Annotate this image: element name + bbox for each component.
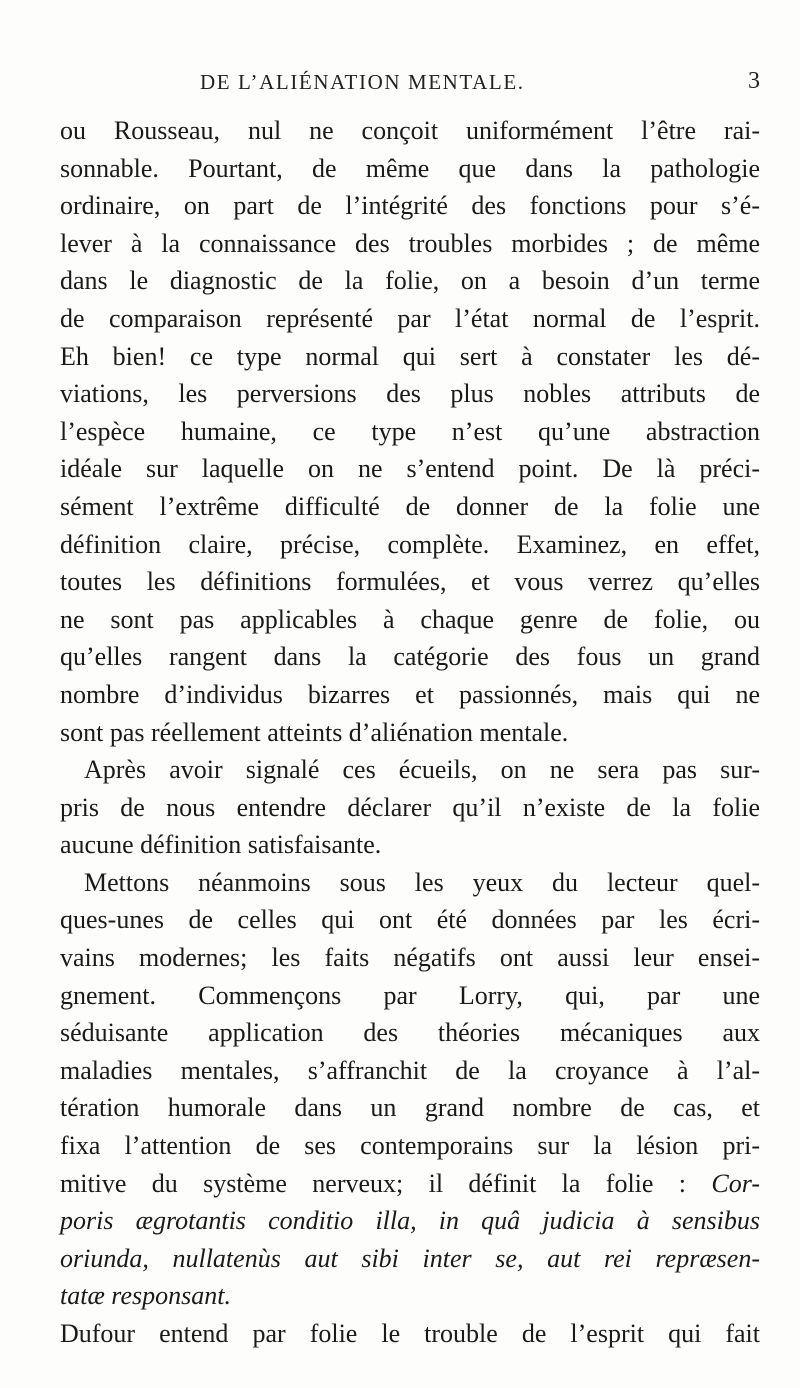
- text-line: l’espèce humaine, ce type n’est qu’une abstraction: [60, 416, 760, 446]
- text-line: sonnable. Pourtant, de même que dans la pathologie: [60, 153, 760, 183]
- text-line-mixed: [60, 1165, 760, 1203]
- text-line: séduisante application des théories mécaniques aux: [60, 1018, 760, 1048]
- text-line: toutes les définitions formulées, et vous verrez qu’elles: [60, 567, 760, 597]
- text-line: lever à la connaissance des troubles morbides ; de même: [60, 228, 760, 258]
- text-line-italic: oriunda, nullatenùs aut sibi inter se, aut rei repræsen-: [60, 1243, 760, 1273]
- text-line: Mettons néanmoins sous les yeux du lecteur quel-: [84, 867, 760, 897]
- page-number: 3: [748, 68, 760, 94]
- text-line: idéale sur laquelle on ne s’entend point. De là préci-: [60, 454, 760, 484]
- text-line: vains modernes; les faits négatifs ont aussi leur ensei-: [60, 943, 760, 973]
- text-line: tération humorale dans un grand nombre de cas, et: [60, 1093, 760, 1123]
- text-line: maladies mentales, s’affranchit de la croyance à l’al-: [60, 1055, 760, 1085]
- text-line: ou Rousseau, nul ne conçoit uniformément l’être rai-: [60, 116, 760, 145]
- text-line: sément l’extrême difficulté de donner de la folie une: [60, 491, 760, 521]
- text-line: nombre d’individus bizarres et passionnés, mais qui ne: [60, 679, 760, 709]
- text-line-italic: Cor-: [711, 1168, 761, 1198]
- text-line: de comparaison représenté par l’état normal de l’esprit.: [60, 303, 760, 333]
- text-line: ne sont pas applicables à chaque genre de folie, ou: [60, 604, 760, 634]
- text-line: gnement. Commençons par Lorry, qui, par une: [60, 980, 760, 1010]
- text-line: définition claire, précise, complète. Examinez, en effet,: [60, 529, 760, 559]
- running-head: DE L’ALIÉNATION MENTALE.: [200, 70, 525, 94]
- text-line: qu’elles rangent dans la catégorie des fous un grand: [60, 642, 760, 672]
- text-line: Eh bien! ce type normal qui sert à constater les dé-: [60, 341, 760, 371]
- page-header: [60, 68, 760, 102]
- text-line: Dufour entend par folie le trouble de l’esprit qui fait: [60, 1319, 760, 1348]
- text-line: fixa l’attention de ses contemporains sur la lésion pri-: [60, 1131, 760, 1161]
- text-line-italic: tatæ responsant.: [60, 1281, 231, 1311]
- text-line: ques-unes de celles qui ont été données par les écri-: [60, 905, 760, 935]
- text-line: sont pas réellement atteints d’aliénation mentale.: [60, 717, 569, 747]
- text-line: ordinaire, on part de l’intégrité des fonctions pour s’é-: [60, 191, 760, 221]
- body-text: [60, 112, 760, 1353]
- text-line: dans le diagnostic de la folie, on a besoin d’un terme: [60, 266, 760, 296]
- text-line: aucune définition satisfaisante.: [60, 830, 382, 860]
- text-line: viations, les perversions des plus nobles attributs de: [60, 379, 760, 409]
- text-line: Après avoir signalé ces écueils, on ne sera pas sur-: [84, 755, 760, 785]
- text-line-roman: mitive du système nerveux; il définit la folie :: [60, 1168, 687, 1198]
- text-line: pris de nous entendre déclarer qu’il n’existe de la folie: [60, 792, 760, 822]
- text-line-italic: poris ægrotantis conditio illa, in quâ judicia à sensibus: [60, 1206, 760, 1236]
